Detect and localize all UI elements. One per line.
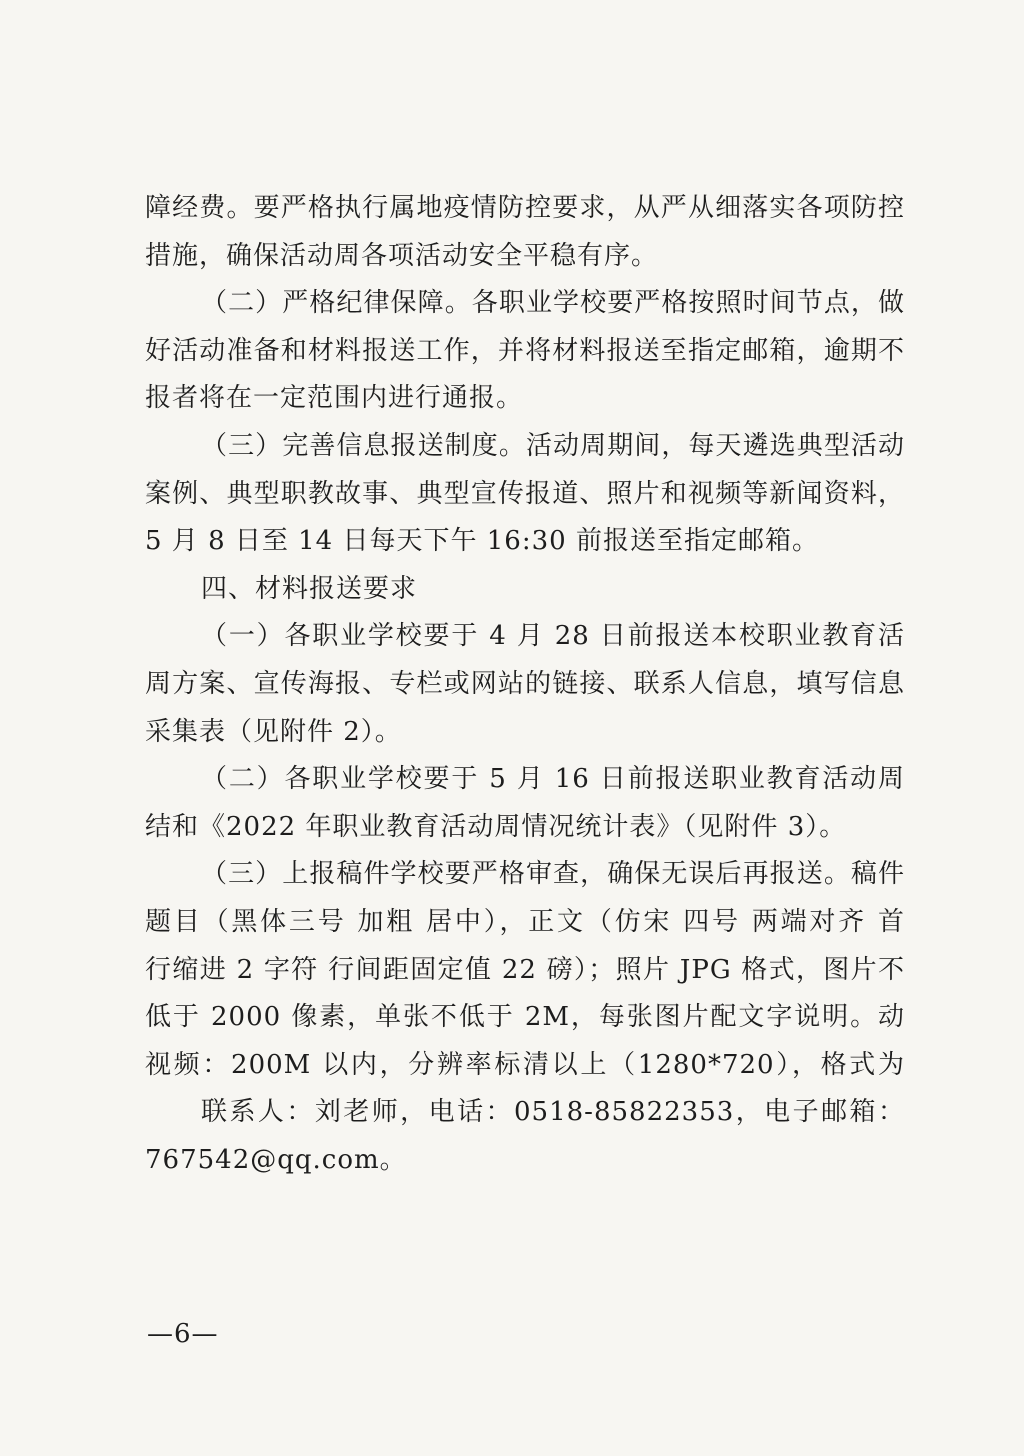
body-line-12: 采集表（见附件 2）。 — [145, 716, 402, 747]
section-heading: 四、材料报送要求 — [201, 573, 418, 604]
body-line-14: 结和《2022 年职业教育活动周情况统计表》（见附件 3）。 — [145, 811, 847, 842]
body-line-3: （二）严格纪律保障。各职业学校要严格按照时间节点，做 — [201, 288, 905, 319]
body-line-4: 好活动准备和材料报送工作，并将材料报送至指定邮箱，逾期不 — [145, 335, 905, 366]
contact-line: 联系人：刘老师，电话：0518-85822353，电子邮箱： — [201, 1097, 905, 1128]
body-line-16: 题目（黑体三号 加粗 居中），正文（仿宋 四号 两端对齐 首 — [145, 906, 905, 937]
body-line-15: （三）上报稿件学校要严格审查，确保无误后再报送。稿件 — [201, 859, 905, 890]
body-line-19: 视频：200M 以内，分辨率标清以上（1280*720），格式为 — [145, 1049, 905, 1080]
document-body — [145, 185, 905, 1184]
body-line-7: 案例、典型职教故事、典型宣传报道、照片和视频等新闻资料， — [145, 478, 905, 509]
body-line-10: （一）各职业学校要于 4 月 28 日前报送本校职业教育活 — [201, 621, 905, 652]
body-line-18: 低于 2000 像素，单张不低于 2M，每张图片配文字说明。动 — [145, 1002, 905, 1033]
contact-email-continuation: 767542@qq.com。 — [145, 1144, 407, 1175]
page-number: —6— — [147, 1319, 219, 1349]
body-line-5: 报者将在一定范围内进行通报。 — [145, 383, 524, 414]
body-line-2: 措施，确保活动周各项活动安全平稳有序。 — [145, 240, 659, 271]
body-line-13: （二）各职业学校要于 5 月 16 日前报送职业教育活动周 — [201, 764, 905, 795]
body-line-1: 障经费。要严格执行属地疫情防控要求，从严从细落实各项防控 — [145, 193, 905, 223]
body-line-17: 行缩进 2 字符 行间距固定值 22 磅）；照片 JPG 格式，图片不 — [145, 954, 905, 985]
body-line-11: 周方案、宣传海报、专栏或网站的链接、联系人信息，填写信息 — [145, 668, 905, 699]
body-line-6: （三）完善信息报送制度。活动周期间，每天遴选典型活动 — [201, 430, 905, 461]
body-line-8: 5 月 8 日至 14 日每天下午 16:30 前报送至指定邮箱。 — [145, 526, 819, 557]
